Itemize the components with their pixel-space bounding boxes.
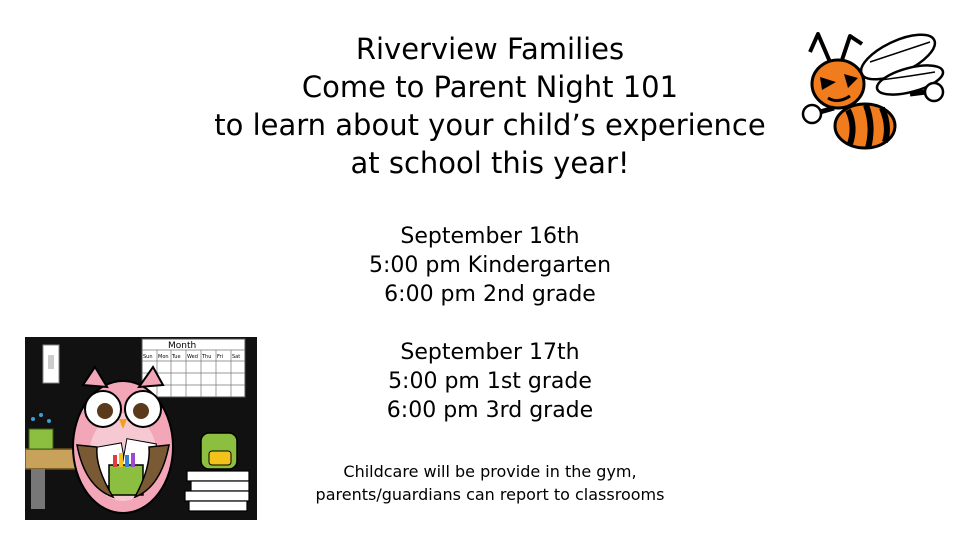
headline-line-4: at school this year! [350,146,630,180]
weekday-label: Mon [158,354,169,360]
note-line-1: Childcare will be provide in the gym, [343,462,637,481]
weekday-label: Sun [143,354,153,360]
headline-line-1: Riverview Families [355,32,625,66]
weekday-label: Wed [187,354,198,360]
event-schedule [330,222,650,425]
schedule-spacer [330,309,650,338]
weekday-label: Thu [202,354,212,360]
schedule-item: 6:00 pm 3rd grade [386,398,594,423]
weekday-label: Tue [172,354,181,360]
event-headline [180,30,800,182]
calendar-title: Month [168,341,197,351]
headline-line-3: to learn about your child’s experience [214,108,766,142]
schedule-item: 5:00 pm Kindergarten [368,253,612,278]
schedule-item: 6:00 pm 2nd grade [384,282,596,307]
weekday-label: Fri [217,354,223,360]
note-line-2: parents/guardians can report to classrooms [315,485,665,504]
headline-line-2: Come to Parent Night 101 [301,70,679,104]
schedule-item: 5:00 pm 1st grade [388,369,592,394]
owl-classroom-clipart-icon [25,337,257,520]
weekday-label: Sat [232,354,241,360]
schedule-date-2: September 17th [400,340,580,365]
childcare-note [260,460,720,506]
hornet-mascot-icon [790,22,950,162]
schedule-date-1: September 16th [400,224,580,249]
